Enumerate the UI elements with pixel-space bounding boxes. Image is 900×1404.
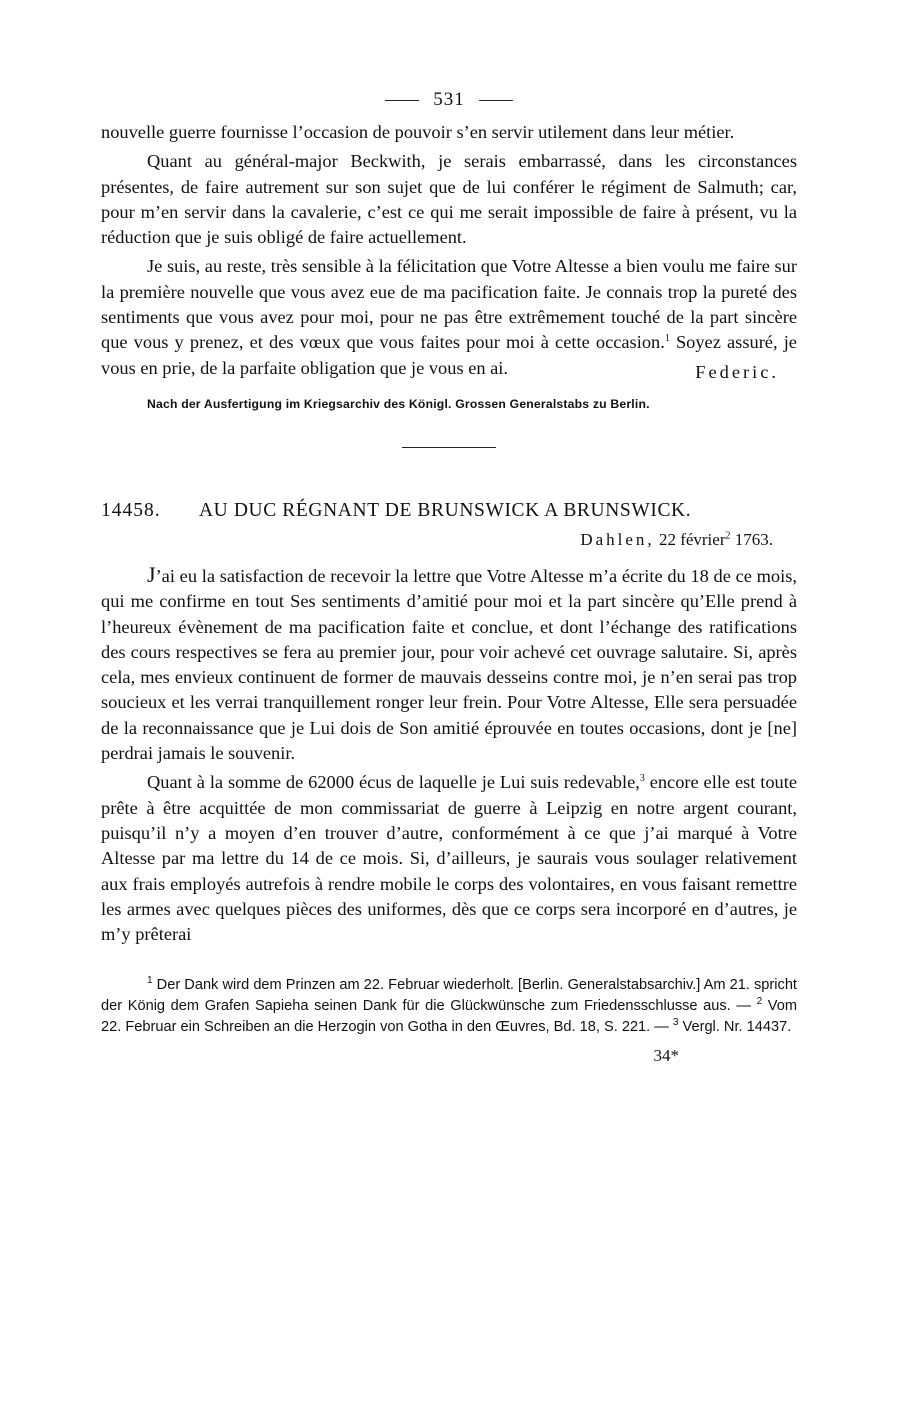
letter-number: 14458. (101, 499, 161, 521)
dateline-date-b: 1763. (730, 529, 773, 549)
document-page (101, 80, 797, 1066)
source-note: Nach der Ausfertigung im Kriegsarchiv des Königl. Grossen Generalstabs zu Berlin. (147, 396, 650, 411)
footnote-1-marker: 1 (147, 975, 153, 987)
footnote-ref-2: 2 (725, 530, 731, 542)
header-dash-right (479, 100, 513, 101)
prev-letter-paragraph-1: nouvelle guerre fournisse l’occasion de pouvoir s’en servir utilement dans leur métier. (101, 122, 735, 142)
signature: Federic. (695, 361, 779, 382)
drop-cap: J (147, 561, 156, 587)
dateline-place: Dahlen, (580, 529, 655, 549)
letter-heading (101, 500, 797, 522)
new-letter-paragraph-1 (101, 562, 797, 766)
page-number: 531 (433, 89, 465, 110)
footnote-2-text: Vom 22. Februar ein Schreiben an die Herzogin von Gotha in den Œuvres, Bd. 18, S. 221. — (101, 998, 798, 1036)
new-letter-paragraph-2-text-b: encore elle est toute prête à être acquittée de mon commissariat de guerre à Leipzig en notre argent courant, puisqu’il n’y a moyen d’en trouver d’autre, conformément à ce que j’ai marqué à Votre Altesse par ma lettre du 14 de ce mois. Si, d’ailleurs, je saurais vous soulager relativement aux frais employés autrefois à rendre mobile le corps des volontaires, en vous faisant remettre les armes avec quelques pièces des uniformes, dès que ce corps sera incorporé en d’autres, je m’y prêterai (101, 772, 798, 945)
footnotes (101, 975, 797, 1038)
footnote-3-marker: 3 (672, 1017, 679, 1029)
new-letter-paragraph-2-text-a: Quant à la somme de 62000 écus de laquelle je Lui suis redevable, (147, 772, 640, 793)
prev-letter-paragraph-3-text-b: Soyez assuré, je vous en prie, de la parfaite obligation que je vous en ai. (101, 332, 797, 378)
footnote-1-text: Der Dank wird dem Prinzen am 22. Februar wiederholt. [Berlin. Generalstabsarchiv.] Am 21. spricht der König dem Grafen Sapieha seinen Dank für die Glückwünsche zum Friedensschlusse aus. — (101, 977, 797, 1015)
footnote-3-text: Vergl. Nr. 14437. (678, 1019, 792, 1036)
prev-letter-paragraph-3 (101, 254, 797, 380)
prev-letter-paragraph-2: Quant au général-major Beckwith, je serais embarrassé, dans les circonstances présentes, de faire autrement sur son sujet que de lui conférer le régiment de Salmuth; car, pour m’en servir dans la cavalerie, c’est ce qui me serait impossible de faire à présent, vu la réduction que je suis obligé de faire actuellement. (101, 151, 797, 248)
signature-mark: 34* (653, 1046, 679, 1066)
dateline-date-a: 22 février (654, 529, 726, 549)
prev-letter-paragraph-3-text-a: Je suis, au reste, très sensible à la félicitation que Votre Altesse a bien voulu me faire sur la première nouvelle que vous avez eue de ma pacification faite. Je connais trop la pureté des sentiments que vous avez pour moi, pour ne pas être extrêmement touché de la part sincère que vous y prenez, et des vœux que vous faites pour moi à cette occasion. (101, 256, 797, 353)
letter-title: AU DUC RÉGNANT DE BRUNSWICK A BRUNSWICK. (199, 499, 692, 521)
running-header (101, 80, 797, 120)
new-letter-paragraph-1-text: ’ai eu la satisfaction de recevoir la lettre que Votre Altesse m’a écrite du 18 de ce mois, qui me confirme en tout Ses sentiments d’amitié pour moi et la part sincère qu’Elle prend à l’heureux évènement de ma pacification faite et conclue, et dont l’échange des ratifications des cours respectives se fera au premier jour, pour voir achevé cet ouvrage salutaire. Si, après cela, mes envieux continuent de former de mauvais desseins contre moi, je n’en serai pas trop soucieux et les verrai tranquillement ronger leur frein. Pour Votre Altesse, Elle sera persuadée de la reconnaissance que je Lui dois de Son amitié éprouvée en toutes occasions, dont je [ne] perdrai jamais le souvenir. (101, 565, 797, 764)
footnote-2-marker: 2 (756, 996, 763, 1008)
footnote-ref-1: 1 (664, 333, 670, 345)
header-dash-left (385, 100, 419, 101)
footnote-ref-3: 3 (639, 773, 645, 785)
dateline (101, 530, 773, 550)
new-letter-paragraph-2 (101, 770, 797, 947)
section-divider (402, 447, 496, 448)
